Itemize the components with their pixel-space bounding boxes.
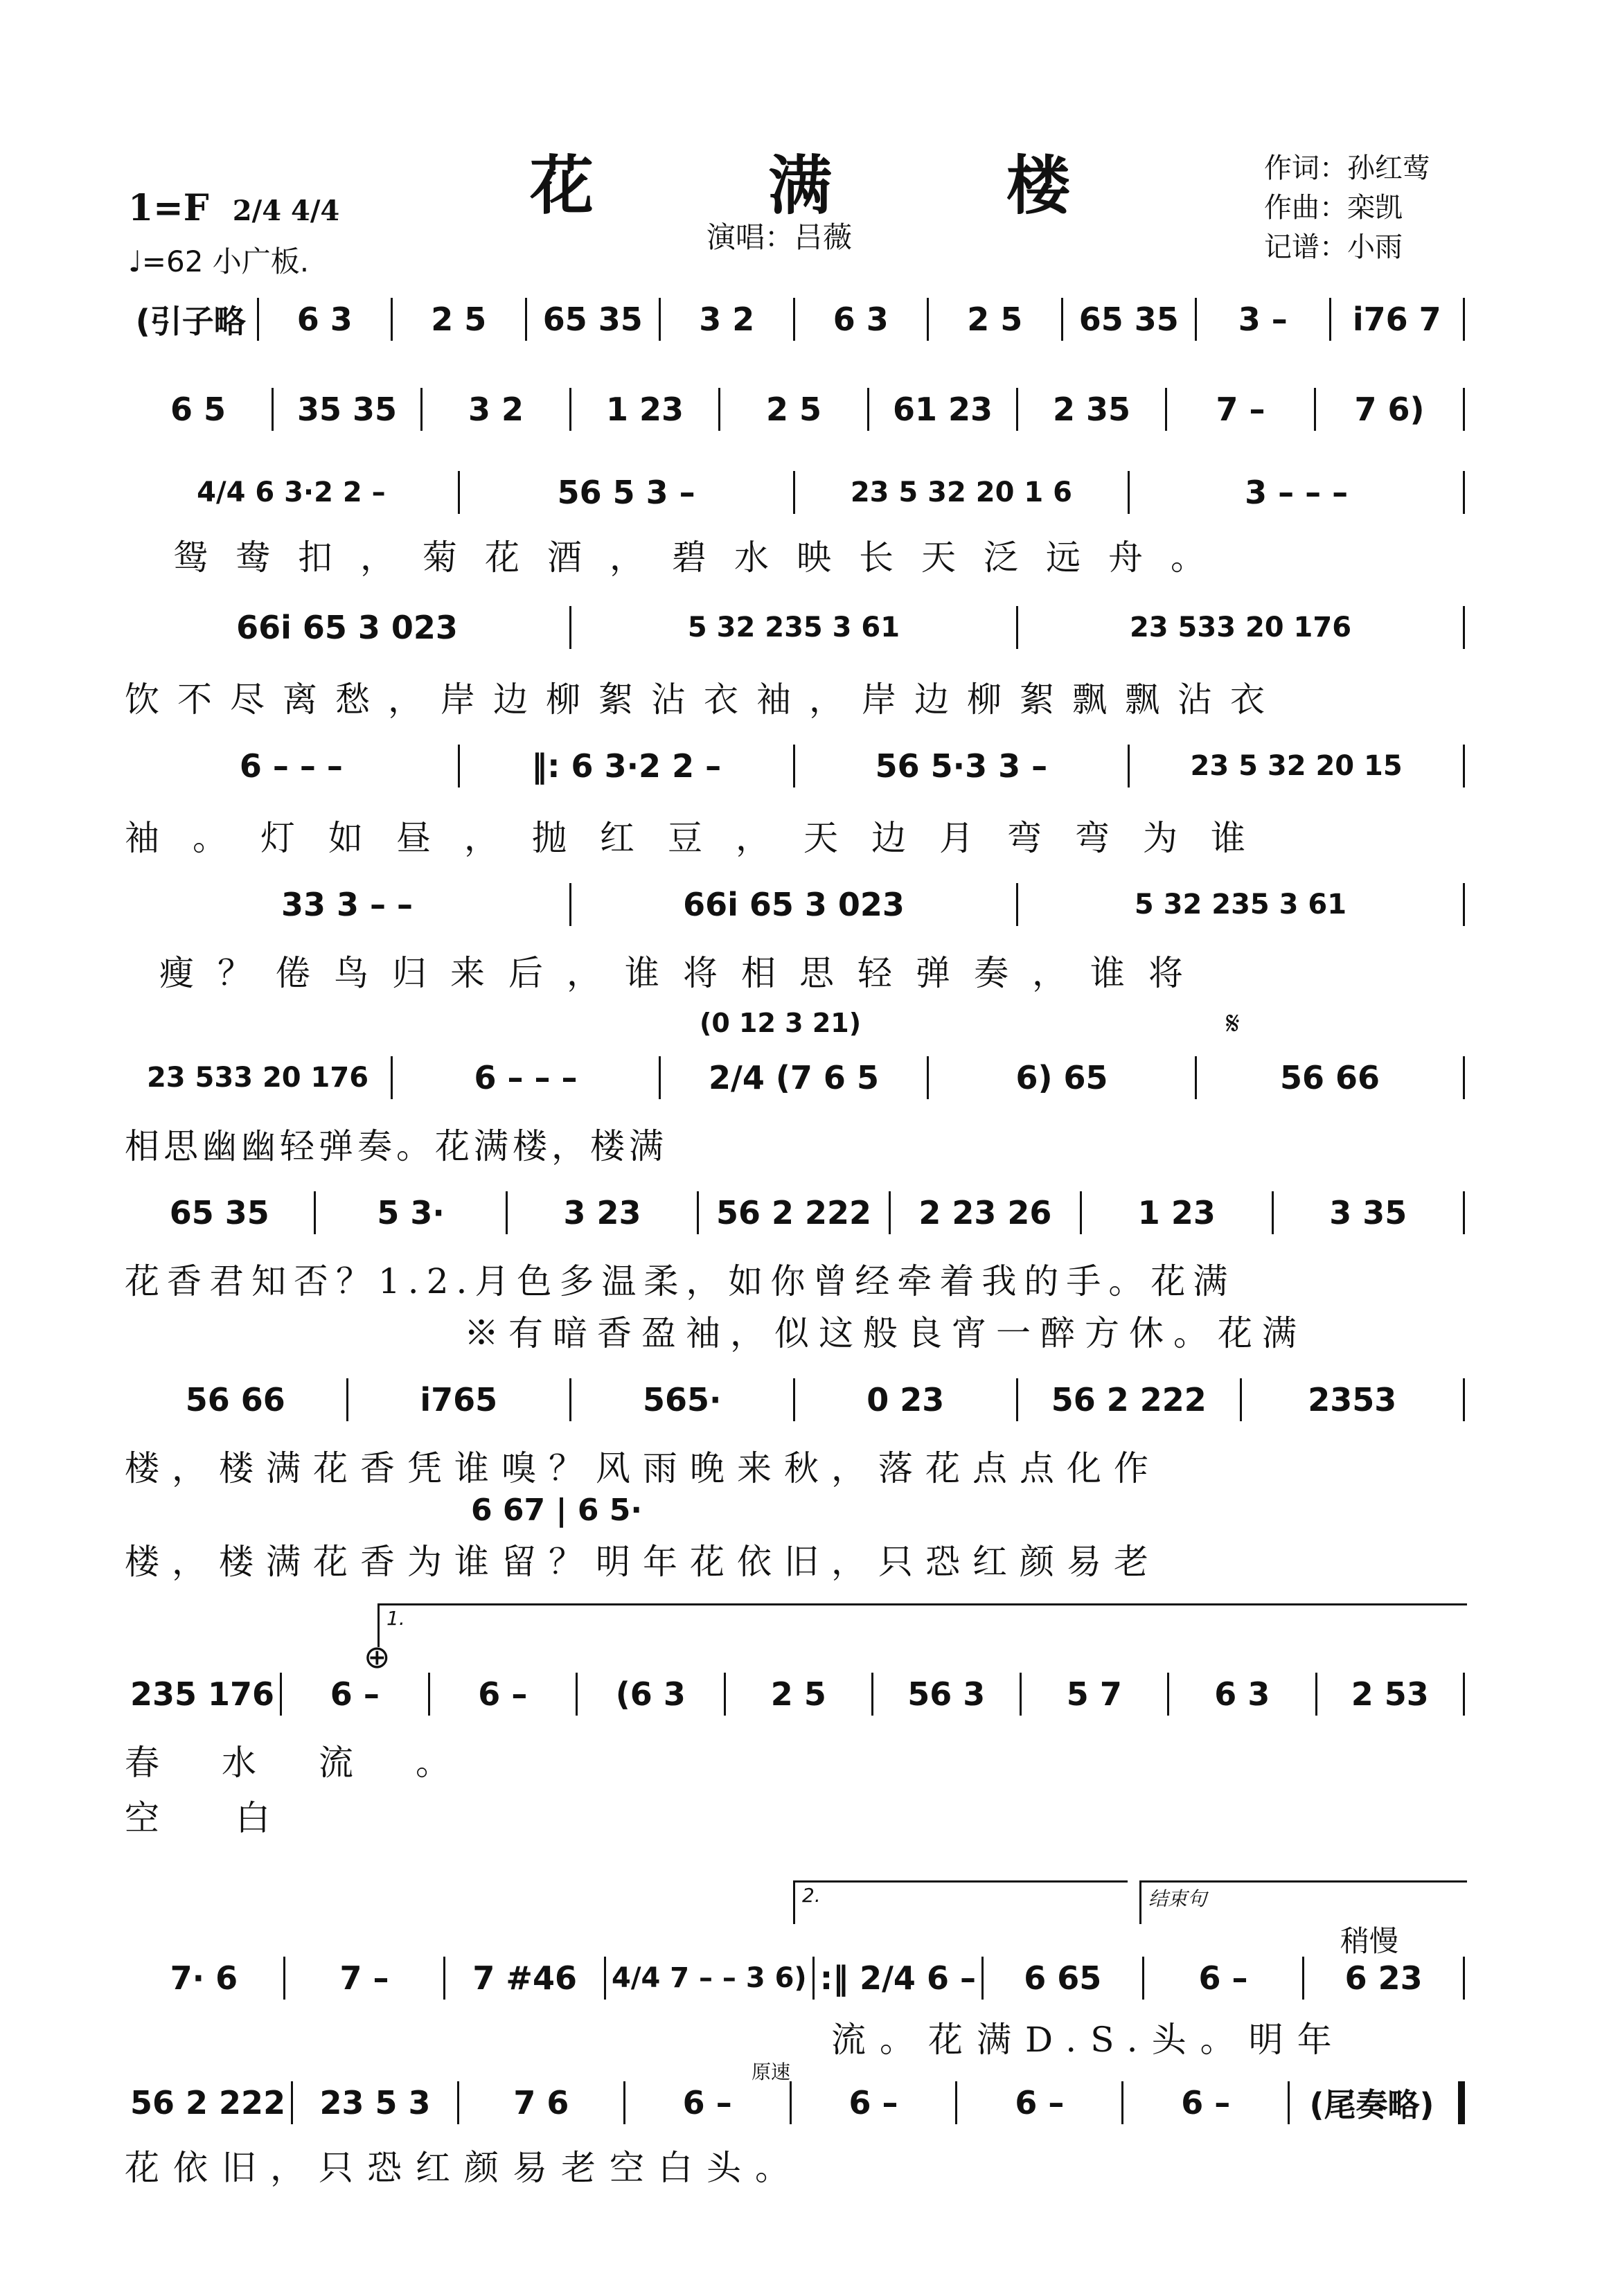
measure-notes: 2 5 — [967, 301, 1023, 338]
measure — [125, 471, 458, 514]
measure-notes: 7 6 — [513, 2084, 569, 2121]
measure-notes: 6 – — [1181, 2084, 1231, 2121]
measure-notes: 565· — [643, 1381, 722, 1418]
barline — [1463, 745, 1465, 787]
system-6 — [125, 883, 1465, 1001]
measure — [1063, 298, 1195, 341]
measure — [459, 2081, 623, 2124]
measure-notes: 56 5 3 – — [557, 474, 695, 511]
barline — [1463, 471, 1465, 514]
measure-notes: 56 2 222 — [130, 2084, 286, 2121]
measure — [1169, 1673, 1315, 1716]
measure — [527, 298, 659, 341]
measure — [125, 745, 458, 787]
measure-notes: ‖: 6 3·2 2 – — [531, 747, 722, 785]
measure-notes: 0 23 — [866, 1381, 945, 1418]
lyrics-line: 春水流。 — [125, 1743, 513, 1783]
measure-notes: 5 7 — [1066, 1675, 1122, 1713]
coda-bracket: 结束句 — [1139, 1880, 1467, 1924]
measure-notes: 66i 65 3 023 — [236, 609, 458, 646]
measure-notes: 23 533 20 176 — [1129, 612, 1352, 643]
measure-notes: 2/4 (7 6 5 — [709, 1059, 879, 1096]
tempo-marking: ♩=62 小广板. — [128, 244, 310, 278]
measure — [348, 1378, 570, 1421]
notes-row — [125, 1673, 1465, 1721]
measure-notes: 56 2 222 — [1051, 1381, 1207, 1418]
singer-credit: 演唱：吕薇 — [706, 220, 853, 254]
system-2 — [125, 388, 1465, 457]
measure — [293, 2081, 457, 2124]
measure — [984, 1957, 1142, 2000]
measure — [460, 471, 793, 514]
system-11 — [125, 1880, 1465, 2060]
measure-notes: 35 35 — [296, 391, 398, 428]
measure — [1022, 1673, 1168, 1716]
notes-row — [125, 298, 1465, 346]
measure — [795, 1378, 1017, 1421]
measure-notes: 6 3 — [296, 301, 353, 338]
measure-notes: i76 7 — [1352, 301, 1441, 338]
measure — [1197, 1056, 1463, 1099]
tempo-return: 原速 — [752, 2061, 791, 2083]
measure — [873, 1673, 1020, 1716]
measure — [815, 1957, 981, 2000]
lyrics-line: 鸳鸯扣，菊花酒，碧水映长天泛远舟。 — [173, 537, 1233, 578]
lyrics-line-2: 楼，楼满花香为谁留？明年花依旧，只恐红颜易老 — [125, 1542, 1161, 1582]
volta-bracket-1: 1. — [377, 1603, 1467, 1647]
lyrics-line: 花依旧，只恐红颜易老空白头。 — [125, 2148, 803, 2188]
barline — [1463, 298, 1465, 341]
measure-notes: 235 176 — [130, 1675, 275, 1713]
measure-notes: 5 3· — [377, 1194, 445, 1231]
notes-row — [125, 883, 1465, 932]
notes-row — [125, 2081, 1465, 2130]
measure-notes: 6 – — [1198, 1959, 1248, 1997]
barline — [1463, 606, 1465, 649]
measure — [423, 388, 569, 431]
measure — [1018, 1378, 1240, 1421]
measure — [125, 1673, 280, 1716]
above-notes: (0 12 3 21) — [700, 1008, 862, 1038]
measure — [795, 298, 927, 341]
system-4 — [125, 606, 1465, 724]
measure — [1331, 298, 1464, 341]
measure — [259, 298, 391, 341]
measure — [578, 1673, 724, 1716]
measure — [726, 1673, 872, 1716]
measure — [571, 606, 1016, 649]
measure — [720, 388, 867, 431]
measure — [661, 298, 793, 341]
system-7 — [125, 1004, 1465, 1177]
notes-row — [125, 1957, 1465, 2005]
lyrics-line: 楼，楼满花香凭谁嗅？风雨晚来秋，落花点点化作 — [125, 1448, 1161, 1488]
measure — [125, 1957, 283, 2000]
measure — [1242, 1378, 1464, 1421]
measure — [1316, 388, 1463, 431]
measure — [125, 1056, 391, 1099]
barline — [1463, 1056, 1465, 1099]
measure — [125, 2081, 291, 2124]
measure — [125, 883, 569, 926]
system-1 — [125, 298, 1465, 367]
lyrics-line: 相思幽幽轻弹奏。花满楼，楼满 — [125, 1126, 668, 1166]
measure — [1018, 883, 1463, 926]
measure-notes: 56 5·3 3 – — [875, 747, 1048, 785]
notes-row — [125, 745, 1465, 793]
system-10 — [125, 1603, 1465, 1867]
measure — [1317, 1673, 1464, 1716]
measure-notes: 7 6) — [1354, 391, 1425, 428]
lyrics-line: 袖。灯如昼，抛红豆，天边月弯弯为谁 — [125, 818, 1279, 858]
measure — [795, 471, 1128, 514]
measure-notes: 6) 65 — [1015, 1059, 1108, 1096]
measure-notes: 61 23 — [892, 391, 993, 428]
measure-notes: 23 533 20 176 — [146, 1062, 369, 1094]
measure — [1144, 1957, 1303, 2000]
measure-notes: 7 – — [339, 1959, 389, 1997]
measure-notes: 7 – — [1216, 391, 1265, 428]
measure — [1304, 1957, 1463, 2000]
measure-notes: 6 – — [1015, 2084, 1065, 2121]
notes-row — [125, 1056, 1465, 1105]
measure — [316, 1191, 505, 1234]
measure — [125, 298, 257, 341]
measure-notes: 3 35 — [1329, 1194, 1407, 1231]
measure-notes: 6 5 — [170, 391, 226, 428]
measure-notes: 7· 6 — [170, 1959, 238, 1997]
measure-notes: 33 3 – – — [281, 886, 414, 923]
segno-icon: 𝄋 — [1226, 1004, 1240, 1042]
measure-notes: 6 – — [330, 1675, 380, 1713]
measure-notes: 3 23 — [563, 1194, 641, 1231]
tempo-change: 稍慢 — [1340, 1924, 1399, 1958]
measure-notes: 2353 — [1308, 1381, 1397, 1418]
key-text: 1=F — [128, 187, 209, 229]
measure — [1290, 2081, 1454, 2124]
coda-icon: ⊕ — [364, 1638, 391, 1675]
notes-row — [125, 1191, 1465, 1240]
credits — [1264, 149, 1430, 267]
measure-notes: 66i 65 3 023 — [683, 886, 905, 923]
measure-notes: 6 – – – — [239, 747, 343, 785]
measure — [125, 388, 272, 431]
above-notes: 6 67 | 6 5· — [471, 1493, 643, 1528]
measure — [393, 1056, 659, 1099]
measure — [571, 1378, 793, 1421]
measure-notes: 2 23 26 — [918, 1194, 1052, 1231]
notes-row — [125, 1378, 1465, 1427]
system-9 — [125, 1378, 1465, 1586]
measure — [1018, 606, 1463, 649]
measure — [795, 745, 1128, 787]
barline — [1463, 883, 1465, 926]
time-signature: 2/4 4/4 — [232, 195, 340, 227]
measure — [1123, 2081, 1288, 2124]
measure-notes: 2 35 — [1052, 391, 1131, 428]
key-signature — [128, 187, 339, 229]
measure-notes: 3 – — [1238, 301, 1288, 338]
measure-notes: 65 35 — [169, 1194, 269, 1231]
measure — [508, 1191, 697, 1234]
measure — [125, 1378, 346, 1421]
measure — [1167, 388, 1314, 431]
measure — [125, 1191, 314, 1234]
measure-notes: 6 3 — [833, 301, 889, 338]
measure-notes: 6 – — [682, 2084, 732, 2121]
measure-notes: 65 35 — [1078, 301, 1179, 338]
barline — [1463, 388, 1465, 431]
measure — [274, 388, 420, 431]
measure-notes: 23 5 32 20 1 6 — [850, 477, 1072, 508]
measure — [957, 2081, 1121, 2124]
notes-row — [125, 606, 1465, 655]
lyrics-line: 瘦？倦鸟归来后，谁将相思轻弹奏，谁将 — [159, 953, 1207, 993]
measure-notes: :‖ 2/4 6 – — [819, 1959, 976, 1997]
measure — [1018, 388, 1165, 431]
measure-notes: 4/4 6 3·2 2 – — [197, 477, 386, 508]
measure — [1130, 471, 1463, 514]
barline — [1463, 1191, 1465, 1234]
measure — [1130, 745, 1463, 787]
measure — [891, 1191, 1080, 1234]
measure — [571, 388, 718, 431]
measure — [393, 298, 525, 341]
measure-notes: 4/4 7 – – 3 6) — [612, 1962, 807, 1994]
system-8 — [125, 1191, 1465, 1364]
measure-notes: 3 2 — [468, 391, 524, 428]
system-5 — [125, 745, 1465, 862]
measure — [571, 883, 1016, 926]
measure-notes: 2 5 — [770, 1675, 826, 1713]
transcriber-credit: 记谱：小雨 — [1264, 231, 1403, 263]
composer-credit: 作曲：栾凯 — [1264, 192, 1403, 224]
measure — [445, 1957, 604, 2000]
notes-row — [125, 388, 1465, 436]
measure-notes: 3 2 — [699, 301, 755, 338]
lyrics-line: 流。花满D.S.头。明年 — [831, 2020, 1346, 2060]
measure-notes: 56 66 — [1279, 1059, 1380, 1096]
system-3 — [125, 471, 1465, 589]
lyricist-credit: 作词：孙红莺 — [1264, 152, 1430, 184]
measure-notes: (尾奏略) — [1309, 2086, 1434, 2124]
measure-notes: 6 – – – — [474, 1059, 578, 1096]
measure-notes: 2 53 — [1351, 1675, 1429, 1713]
measure-notes: 5 32 235 3 61 — [1134, 889, 1347, 920]
measure — [606, 1957, 812, 2000]
measure — [460, 745, 793, 787]
volta-bracket-2: 2. — [793, 1880, 1128, 1924]
measure-notes: 56 66 — [185, 1381, 285, 1418]
barline — [1463, 1378, 1465, 1421]
barline — [1458, 2081, 1465, 2124]
lyrics-line-2: 空白 — [125, 1798, 346, 1838]
measure-notes: 5 32 235 3 61 — [687, 612, 900, 643]
measure — [285, 1957, 444, 2000]
barline — [1463, 1957, 1465, 2000]
measure-notes: 1 23 — [1137, 1194, 1216, 1231]
measure — [661, 1056, 927, 1099]
measure-notes: (6 3 — [615, 1675, 686, 1713]
measure-notes: i765 — [420, 1381, 498, 1418]
measure — [929, 298, 1061, 341]
measure-notes: 23 5 32 20 15 — [1190, 750, 1403, 782]
measure-notes: 2 5 — [765, 391, 822, 428]
measure-notes: 23 5 3 — [319, 2084, 431, 2121]
measure — [929, 1056, 1195, 1099]
measure — [625, 2081, 790, 2124]
lyrics-line: 饮不尽离愁，岸边柳絮沾衣袖，岸边柳絮飘飘沾衣 — [125, 679, 1283, 720]
measure-notes: 6 – — [478, 1675, 528, 1713]
measure — [125, 606, 569, 649]
lyrics-line-2: ※有暗香盈袖，似这般良宵一醉方休。花满 — [464, 1313, 1306, 1353]
measure-notes: 6 65 — [1024, 1959, 1102, 1997]
notes-row — [125, 471, 1465, 519]
system-12 — [125, 2061, 1465, 2206]
barline — [1463, 1673, 1465, 1716]
lyrics-line: 花香君知否？1.2.月色多温柔，如你曾经牵着我的手。花满 — [125, 1261, 1236, 1301]
measure-notes: (引子略 — [135, 303, 246, 340]
measure — [430, 1673, 576, 1716]
measure-notes: 56 3 — [907, 1675, 986, 1713]
measure — [1082, 1191, 1271, 1234]
measure — [1197, 298, 1329, 341]
measure — [1274, 1191, 1463, 1234]
measure — [699, 1191, 888, 1234]
measure-notes: 6 3 — [1214, 1675, 1270, 1713]
measure-notes: 2 5 — [431, 301, 487, 338]
measure — [869, 388, 1016, 431]
measure-notes: 65 35 — [542, 301, 643, 338]
measure — [792, 2081, 956, 2124]
measure-notes: 1 23 — [605, 391, 684, 428]
measure-notes: 3 – – – — [1245, 474, 1349, 511]
measure-notes: 6 23 — [1344, 1959, 1423, 1997]
page-title: 花 满 楼 — [529, 148, 1147, 223]
measure — [282, 1673, 428, 1716]
measure-notes: 7 #46 — [472, 1959, 577, 1997]
measure-notes: 56 2 222 — [715, 1194, 872, 1231]
measure-notes: 6 – — [848, 2084, 898, 2121]
